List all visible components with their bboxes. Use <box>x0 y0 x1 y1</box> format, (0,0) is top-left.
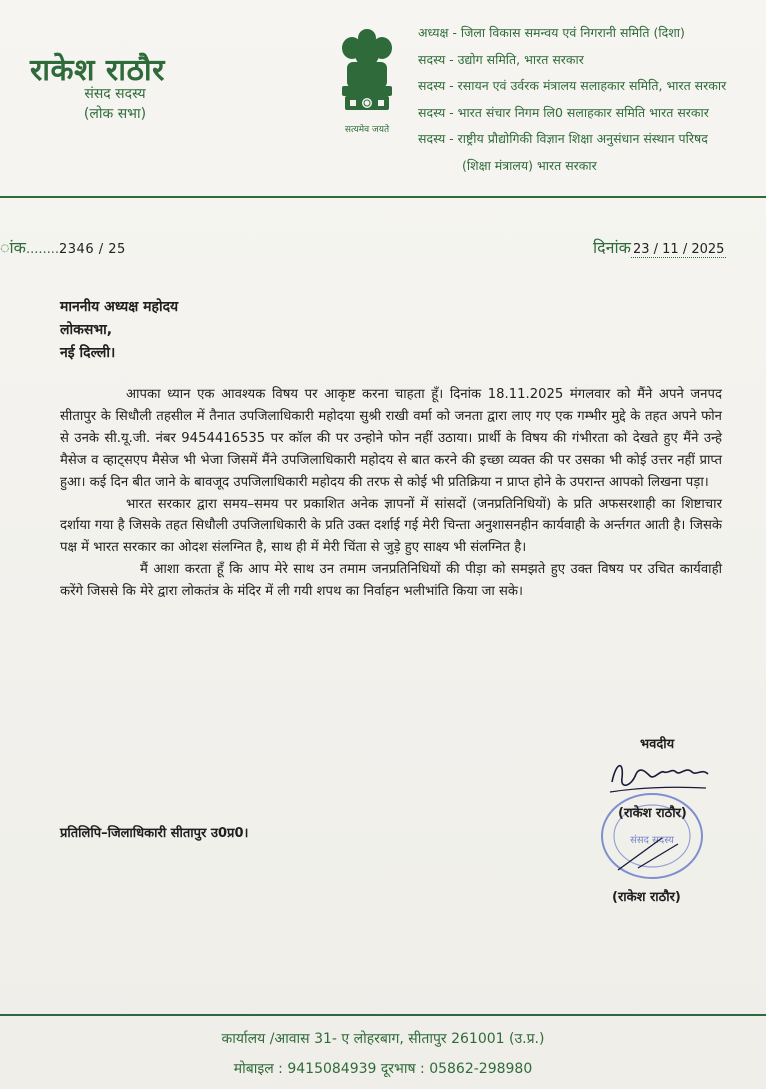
reference-value: 2346 / 25 <box>59 242 126 257</box>
body-paragraph: मैं आशा करता हूँ कि आप मेरे साथ उन तमाम जनप्रतिनिधियों की पीड़ा को समझते हुए उक्त विषय पर उचित कार्यवाही करेंगे जिससे कि मेरे द्वारा लोकतंत्र के मंदिर में ली गयी शपथ का निर्वाहन भलीभांति किया जा सके। <box>60 562 722 600</box>
footer-address: कार्यालय /आवास 31- ए लोहरबाग, सीतापुर 261001 (उ.प्र.) <box>221 1031 545 1047</box>
mp-designation: संसद सदस्य <box>84 86 146 102</box>
body-paragraph: आपका ध्यान एक आवश्यक विषय पर आकृष्ट करना चाहता हूँ। दिनांक 18.11.2025 मंगलवार को मैंने अपने जनपद सीतापुर के सिधौली तहसील में तैनात उपजिलाधिकारी महोदया सुश्री राखी वर्मा को जनता द्वारा लाए गए एक गम्भीर मुद्दे के तहत अपने फोन से उनके सी.यू.जी. नंबर 9454416535 पर कॉल की पर उन्होने फोन नहीं उठाया। प्रार्थी के विषय की गंभीरता को देखते हुए मैंने उन्हे मैसेज व व्हाट्सएप मैसेज भी भेजा जिसमें मैंने उपजिलाधिकारी महोदय से बात करने की इच्छा व्यक्त की पर उसका भी कोई उत्तर नहीं प्राप्त हुआ। कई दिन बीत जाने के बावजूद उपजिलाधिकारी महोदय की तरफ से कोई भी प्रतिक्रिया न प्राप्त होने के उपरान्त आपको लिखना पड़ा। <box>60 387 722 490</box>
signatory-name: (राकेश राठौर) <box>612 890 681 905</box>
closing-salutation: भवदीय <box>640 737 675 752</box>
reference-number <box>0 236 126 258</box>
recipient-address <box>60 296 178 365</box>
reference-label: ांक <box>0 238 26 257</box>
address-line: लोकसभा, <box>60 322 113 338</box>
role-item: सदस्य - रसायन एवं उर्वरक मंत्रालय सलाहकार समिति, भारत सरकार <box>418 78 727 93</box>
mp-designation-block <box>40 84 190 124</box>
header-divider <box>0 196 766 198</box>
signatory-name: (राकेश राठौर) <box>618 806 687 821</box>
roles-list <box>418 20 763 179</box>
mp-name: राकेश राठौर <box>30 53 165 88</box>
body-paragraph: भारत सरकार द्वारा समय–समय पर प्रकाशित अनेक ज्ञापनों में सांसदों (जनप्रतिनिधियों) के प्रति अफसरशाही का शिष्टाचार दर्शाया गया है जिसके तहत सिधौली उपजिलाधिकारी के प्रति उक्त दर्शाई गई मेरी चिन्ता अनुशासनहीन कार्यवाही के अर्न्तगत आती है। जिसके पक्ष में भारत सरकार का ओदश संलग्नित है, साथ ही में मेरी चिंता से जुड़े हुए साक्ष्य भी संलग्नित है। <box>60 496 722 556</box>
role-item: अध्यक्ष - जिला विकास समन्वय एवं निगरानी समिति (दिशा) <box>418 25 685 40</box>
role-item: (शिक्षा मंत्रालय) भारत सरकार <box>462 157 597 173</box>
letter-date <box>593 236 726 258</box>
reference-dots: ........ <box>25 242 59 257</box>
address-line: माननीय अध्यक्ष महोदय <box>60 299 179 315</box>
role-item: सदस्य - उद्योग समिति, भारत सरकार <box>418 51 584 67</box>
copy-to: प्रतिलिपि–जिलाधिकारी सीतापुर उ0प्र0। <box>60 826 249 841</box>
role-item: सदस्य - भारत संचार निगम लि0 सलाहकार समिति भारत सरकार <box>418 104 709 120</box>
address-line: नई दिल्ली। <box>60 345 116 361</box>
mp-house: (लोक सभा) <box>83 106 147 122</box>
footer-phones: मोबाइल : 9415084939 दूरभाष : 05862-298980 <box>233 1061 533 1077</box>
emblem-caption: सत्यमेव जयते <box>344 125 390 135</box>
role-item: सदस्य - राष्ट्रीय प्रौद्योगिकी विज्ञान शिक्षा अनुसंधान संस्थान परिषद <box>418 131 708 146</box>
date-label: दिनांक <box>593 238 631 257</box>
footer-divider <box>0 1014 766 1016</box>
stamp-text: संसद सदस्य <box>630 835 674 846</box>
letter-body <box>60 384 722 603</box>
footer <box>0 1024 766 1084</box>
date-value: 23 / 11 / 2025 <box>632 242 725 257</box>
national-emblem-icon <box>330 24 404 136</box>
